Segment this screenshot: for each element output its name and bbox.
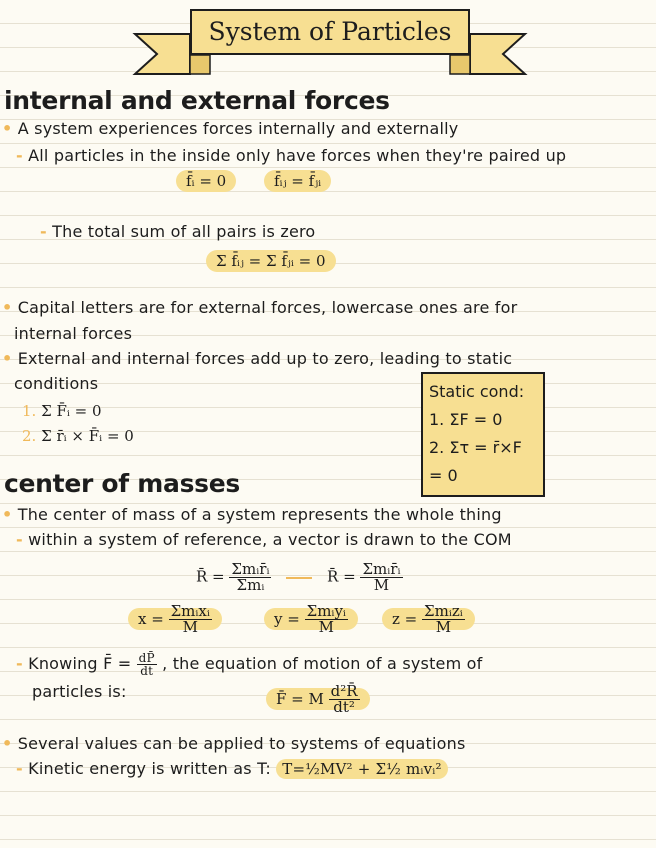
equation-fij [264, 172, 331, 190]
fraction-denominator: M [182, 618, 198, 636]
equation-fi [176, 172, 236, 190]
fraction-numerator: d²R̄ [330, 682, 358, 700]
bullet-text: External and internal forces add up to zero, leading to static [17, 349, 513, 368]
highlight-eq-fij: f̄ᵢⱼ = f̄ⱼᵢ [264, 170, 331, 192]
bullet-line [2, 298, 517, 317]
fraction-denominator: M [373, 576, 390, 594]
bullet-dash: - [40, 222, 47, 241]
bullet-dot: • [2, 734, 13, 753]
static-condition-2 [22, 427, 134, 445]
section-heading-forces: internal and external forces [4, 86, 390, 115]
equation-com-vector [196, 562, 403, 593]
bullet-continuation: conditions [14, 374, 99, 393]
bullet-continuation: internal forces [14, 324, 133, 343]
eq-lhs: z = [392, 609, 418, 628]
sub-bullet-line [16, 759, 448, 778]
sub-bullet-line [16, 530, 512, 549]
condition-eq: Σ r̄ᵢ × F̄ᵢ = 0 [41, 427, 134, 445]
sub-bullet-line [16, 146, 566, 165]
sub-sub-bullet-text: The total sum of all pairs is zero [52, 222, 316, 241]
page-title: System of Particles [190, 9, 470, 55]
highlight-eq-kinetic: T=½MV² + Σ½ mᵢvᵢ² [276, 759, 447, 779]
condition-eq: Σ F̄ᵢ = 0 [41, 402, 102, 420]
highlight-eq-z [382, 602, 475, 636]
fraction-denominator: dt [140, 664, 154, 678]
list-number: 1. [22, 402, 37, 420]
bullet-dash: - [16, 654, 23, 673]
equation-motion [266, 684, 370, 715]
equation-z-com [382, 604, 475, 635]
bullet-text: A system experiences forces internally and externally [17, 119, 459, 138]
bullet-line [2, 505, 502, 524]
bullet-dash: - [16, 530, 23, 549]
sub-bullet-continuation: particles is: [32, 682, 127, 701]
fraction-numerator: Σmᵢr̄ᵢ [231, 560, 270, 578]
fraction-numerator: Σmᵢyᵢ [306, 602, 346, 620]
knowing-text-rest: , the equation of motion of a system of [162, 654, 483, 673]
bullet-dot: • [2, 505, 13, 524]
bullet-line [2, 734, 466, 753]
highlight-eq-fi: f̄ᵢ = 0 [176, 170, 236, 192]
arrow-connector [286, 577, 312, 579]
fraction [305, 604, 348, 635]
equation-y-com [264, 604, 358, 635]
eq-lhs: x = [138, 609, 164, 628]
fraction-denominator: dt² [333, 698, 355, 716]
equation-sum-pairs [206, 252, 336, 270]
static-box-line: 1. ΣF = 0 [429, 410, 503, 429]
sub-bullet-line [16, 652, 483, 677]
fraction-numerator: Σmᵢzᵢ [424, 602, 463, 620]
sub-bullet-text: Kinetic energy is written as T: [28, 759, 271, 778]
bullet-text: Capital letters are for external forces, lowercase ones are for [17, 298, 518, 317]
fraction [169, 604, 212, 635]
highlight-eq-sum: Σ f̄ᵢⱼ = Σ f̄ⱼᵢ = 0 [206, 250, 336, 272]
highlight-eq-x [128, 602, 222, 636]
bullet-dot: • [2, 119, 13, 138]
highlight-eq-y [264, 602, 358, 636]
fraction [229, 562, 271, 593]
static-condition-1 [22, 402, 102, 420]
bullet-line [2, 119, 458, 138]
fraction-numerator: dP̄ [138, 651, 155, 665]
eq-lhs: R̄ = [196, 567, 225, 586]
bullet-dash: - [16, 146, 23, 165]
list-number: 2. [22, 427, 37, 445]
eq-lhs: y = [274, 609, 300, 628]
eq-lhs: F̄ = M [276, 689, 324, 708]
static-conditions-box [421, 372, 545, 497]
sub-sub-bullet-line [40, 222, 315, 241]
bullet-dot: • [2, 349, 13, 368]
eq-lhs: R̄ = [327, 567, 356, 586]
sub-bullet-text: All particles in the inside only have forces when they're paired up [28, 146, 567, 165]
fraction-numerator: Σmᵢr̄ᵢ [362, 560, 401, 578]
static-box-title: Static cond: [429, 382, 525, 401]
fraction [137, 652, 157, 677]
bullet-text: Several values can be applied to systems of equations [17, 734, 466, 753]
fraction-denominator: M [318, 618, 334, 636]
sub-bullet-text: within a system of reference, a vector is drawn to the COM [28, 530, 512, 549]
static-box-line: 2. Στ = r̄×F = 0 [429, 438, 522, 485]
bullet-line [2, 349, 512, 368]
section-heading-com: center of masses [4, 469, 240, 498]
fraction [360, 562, 402, 593]
highlight-eq-motion [266, 682, 370, 716]
bullet-dot: • [2, 298, 13, 317]
bullet-text: The center of mass of a system represents the whole thing [17, 505, 502, 524]
fraction-numerator: Σmᵢxᵢ [170, 602, 210, 620]
bullet-dash: - [16, 759, 23, 778]
fraction-denominator: Σmᵢ [236, 576, 265, 594]
fraction [422, 604, 465, 635]
fraction [329, 684, 360, 715]
fraction-denominator: M [435, 618, 452, 636]
knowing-text: Knowing F̄ = [28, 654, 132, 673]
equation-x-com [128, 604, 222, 635]
